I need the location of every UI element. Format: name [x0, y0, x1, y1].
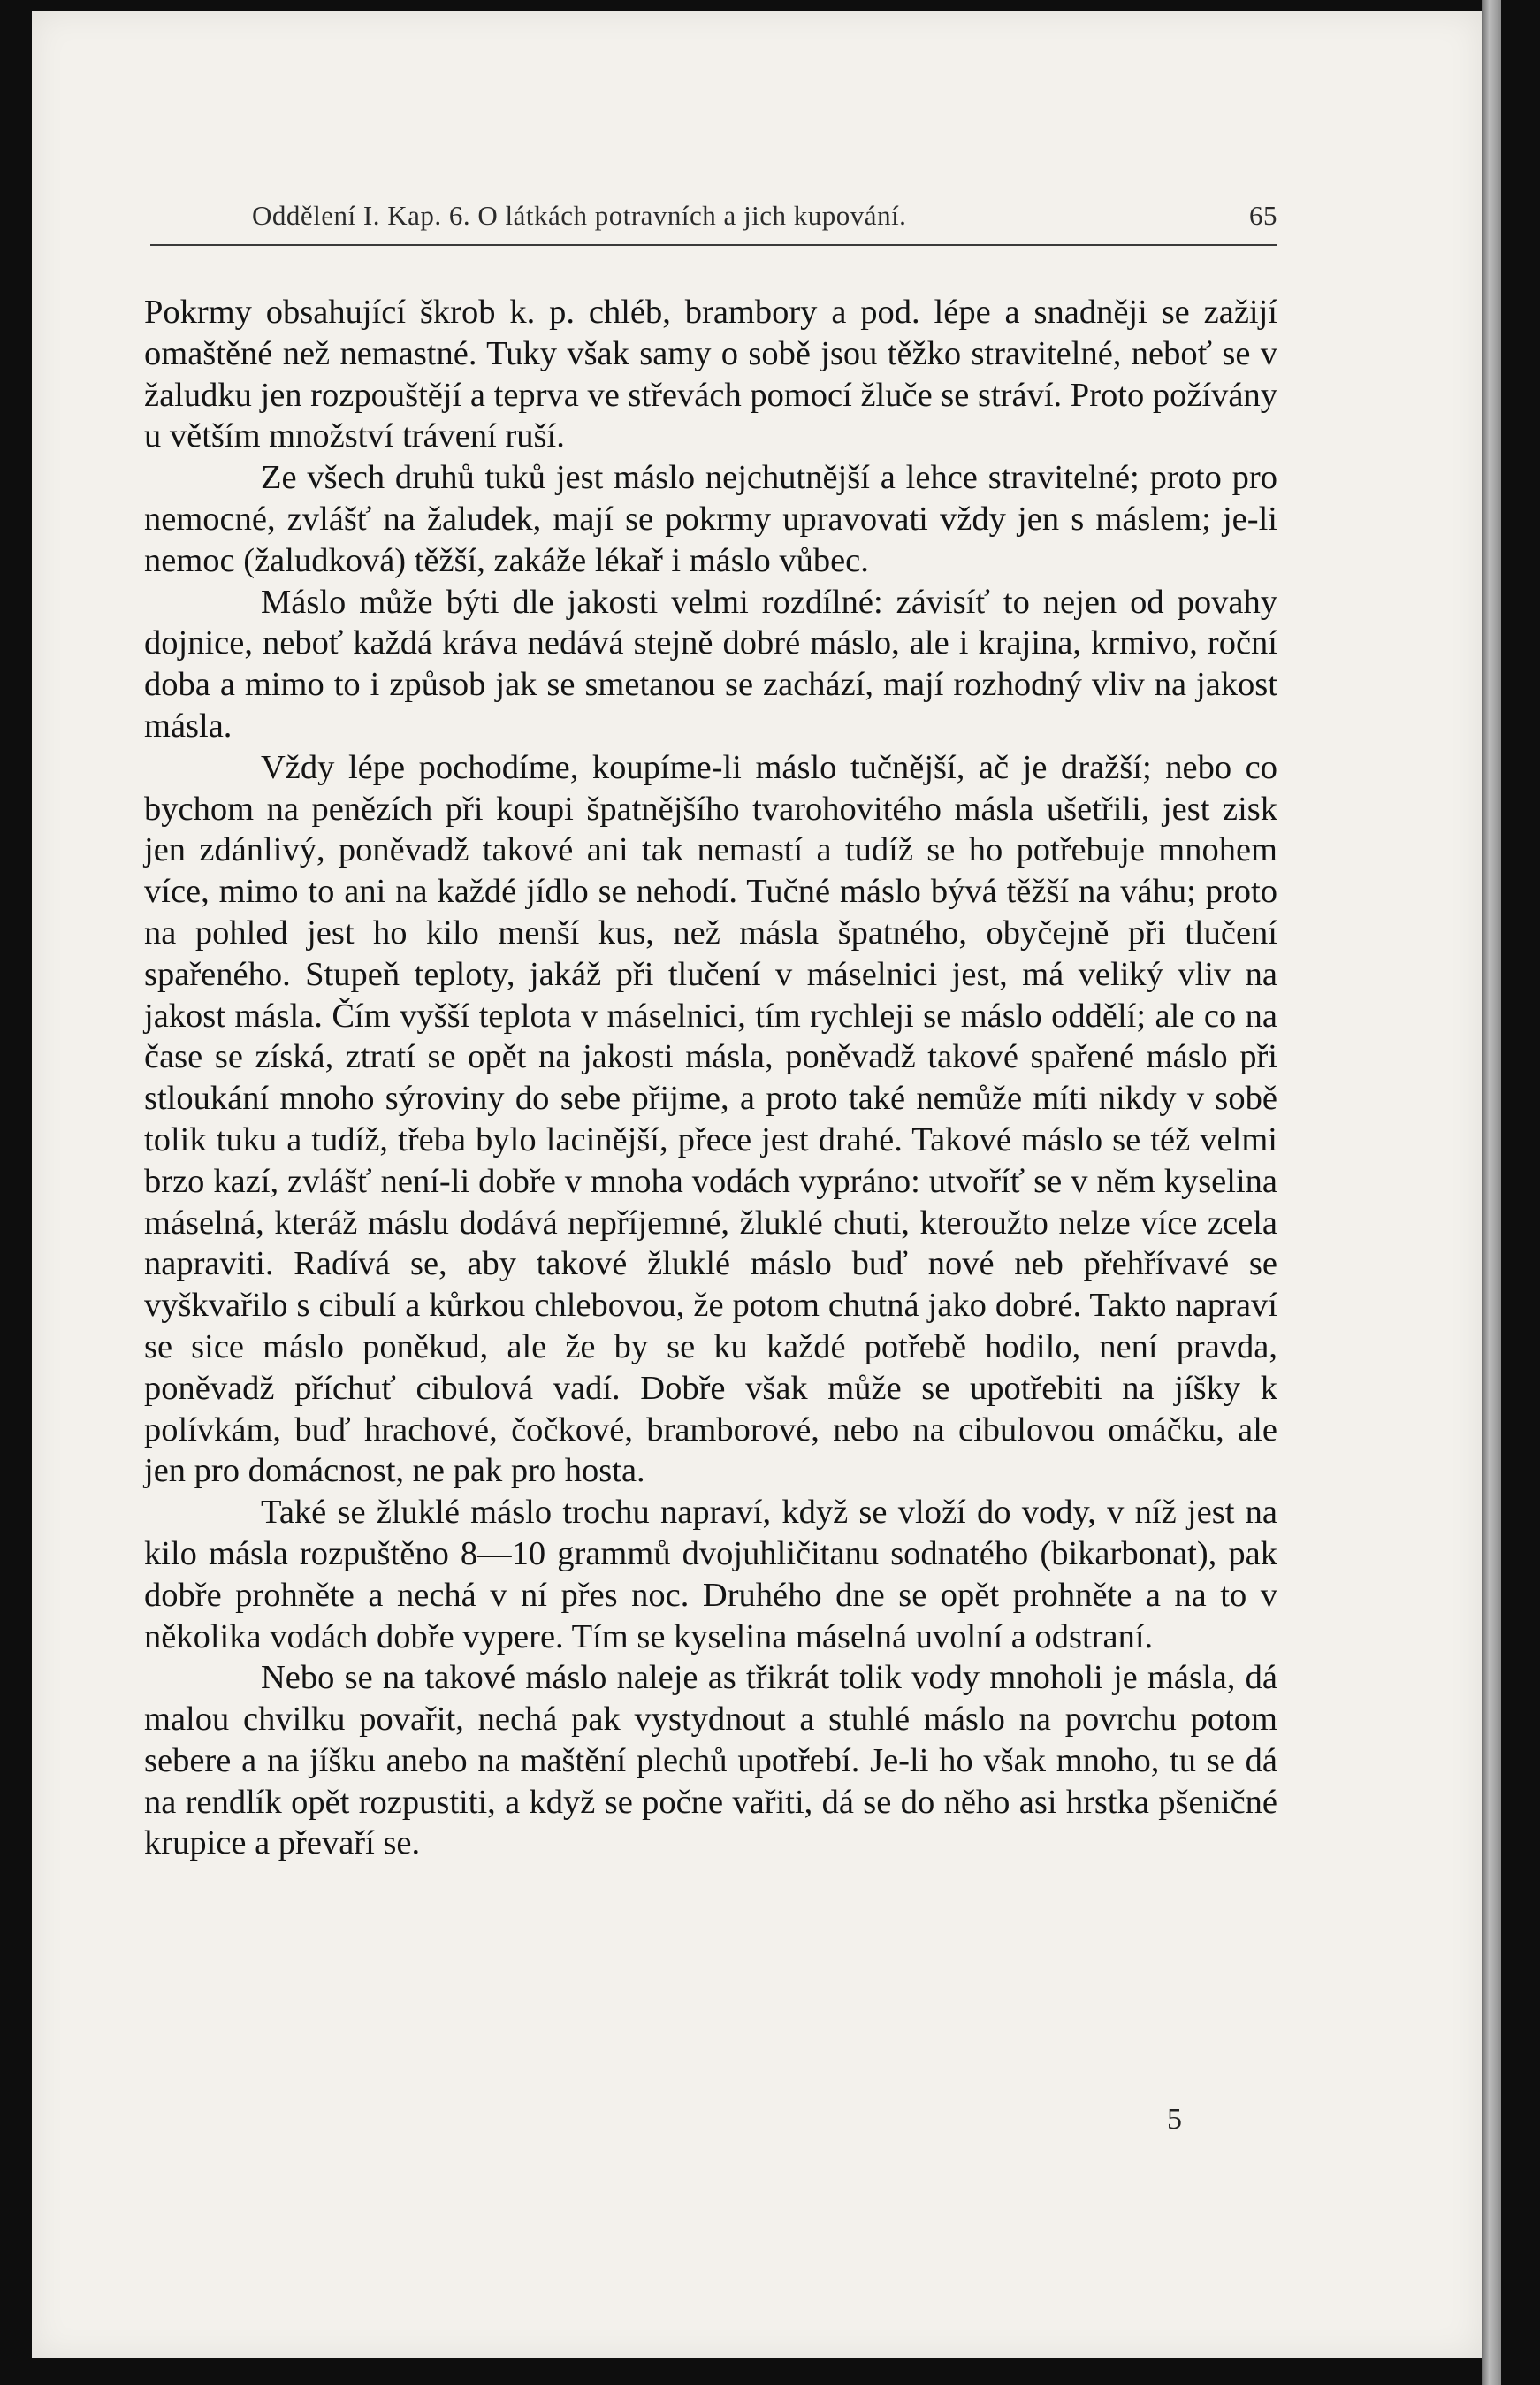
paragraph-3: Máslo může býti dle jakosti velmi rozdílné: závisíť to nejen od povahy dojnice, neboť každá kráva nedává stejně dobré máslo, ale i krajina, krmivo, roční doba a mimo to i způsob jak se smetanou se zachází, mají rozhodný vliv na jakost másla.	[144, 583, 1277, 745]
running-header	[150, 200, 1277, 239]
header-rule	[150, 244, 1277, 246]
signature-mark: 5	[1167, 2103, 1182, 2136]
body-text	[144, 292, 1277, 1864]
paragraph-2: Ze všech druhů tuků jest máslo nejchutnější a lehce stravitelné; proto pro nemocné, zvlášť na žaludek, mají se pokrmy upravovati vždy jen s máslem; je-li nemoc (žaludková) těžší, zakáže lékař i máslo vůbec.	[144, 459, 1277, 579]
paragraph-6: Nebo se na takové máslo naleje as třikrát tolik vody mnoholi je másla, dá malou chvilku povařit, nechá pak vystydnout a stuhlé máslo na povrchu potom sebere a na jíšku anebo na maštění plechů upotřebí. Je-li ho však mnoho, tu se dá na rendlík opět rozpustiti, a když se počne vařiti, dá se do něho asi hrstka pšeničné krupice a převaří se.	[144, 1659, 1277, 1862]
paragraph-5: Také se žluklé máslo trochu napraví, když se vloží do vody, v níž jest na kilo másla rozpuštěno 8—10 grammů dvojuhličitanu sodnatého (bikarbonat), pak dobře prohněte a nechá v ní přes noc. Druhého dne se opět prohněte a na to v několika vodách dobře vypere. Tím se kyselina máselná uvolní a odstraní.	[144, 1494, 1277, 1655]
running-title: Oddělení I. Kap. 6. O látkách potravních a jich kupování.	[252, 200, 907, 231]
page-number: 65	[1249, 200, 1277, 231]
page-edge-shadow	[1482, 0, 1501, 2385]
paragraph-1: Pokrmy obsahující škrob k. p. chléb, brambory a pod. lépe a snadněji se zažijí omaštěné než nemastné. Tuky však samy o sobě jsou těžko stravitelné, neboť se v žaludku jen rozpouštějí a teprva ve střevách pomocí žluče se stráví. Proto požívány u větším množství trávení ruší.	[144, 294, 1277, 455]
paragraph-4: Vždy lépe pochodíme, koupíme-li máslo tučnější, ač je dražší; nebo co bychom na penězích při koupi špatnějšího tvarohovitého másla ušetřili, jest zisk jen zdánlivý, poněvadž takové ani tak nemastí a tudíž se ho potřebuje mnohem více, mimo to ani na každé jídlo se nehodí. Tučné máslo bývá těžší na váhu; proto na pohled jest ho kilo menší kus, než másla špatného, obyčejně při tlučení spařeného. Stupeň teploty, jakáž při tlučení v máselnici jest, má veliký vliv na jakost másla. Čím vyšší teplota v máselnici, tím rychleji se máslo oddělí; ale co na čase se získá, ztratí se opět na jakosti másla, poněvadž takové spařené máslo při stloukání mnoho sýroviny do sebe přijme, a proto také nemůže míti nikdy v sobě tolik tuku a tudíž, třeba bylo lacinější, přece jest drahé. Takové máslo se též velmi brzo kazí, zvlášť není-li dobře v mnoha vodách vypráno: utvoříť se v něm kyselina máselná, kteráž máslu dodává nepříjemné, žluklé chuti, kteroužto nelze více zcela napraviti. Radívá se, aby takové žluklé máslo buď nové neb přehřívavé se vyškvařilo s cibulí a kůrkou chlebovou, že potom chutná jako dobré. Takto napraví se sice máslo poněkud, ale že by se ku každé potřebě hodilo, není pravda, poněvadž příchuť cibulová vadí. Dobře však může se upotřebiti na jíšky k polívkám, buď hrachové, čočkové, bramborové, nebo na cibulovou omáčku, ale jen pro domácnost, ne pak pro hosta.	[144, 748, 1277, 1490]
